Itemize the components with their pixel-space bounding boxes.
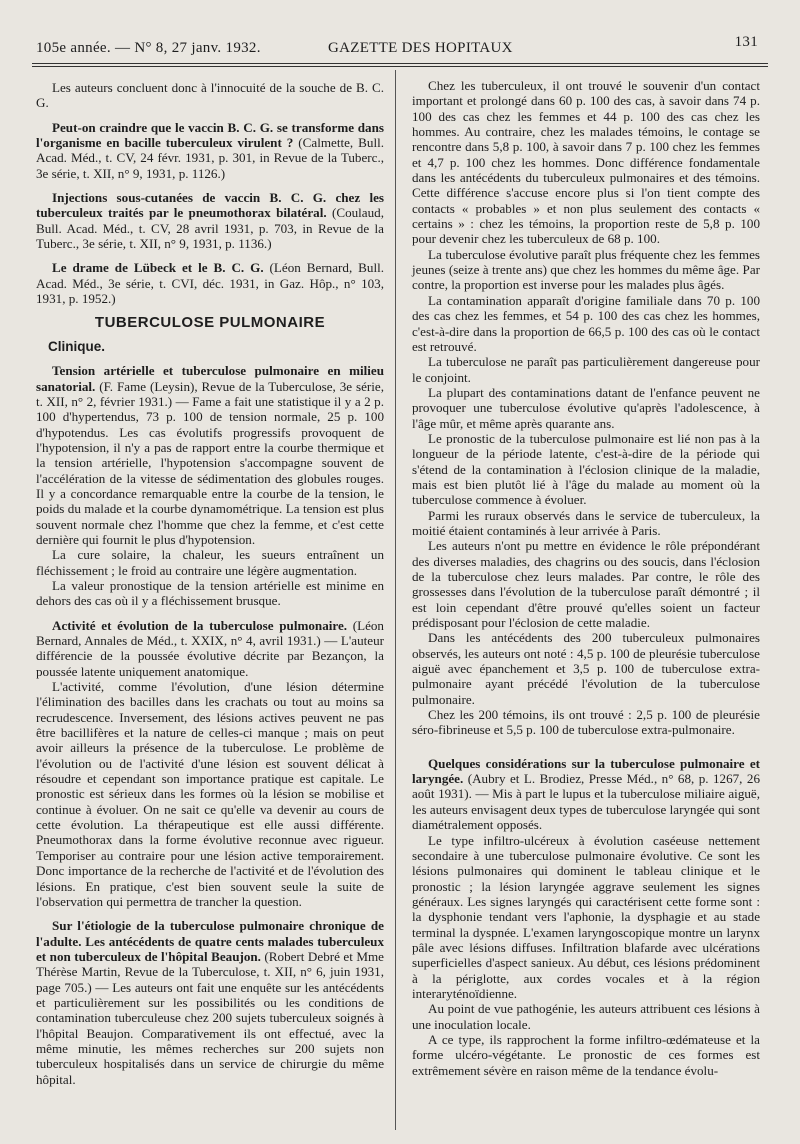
article-paragraph: Dans les antécédents des 200 tuberculeux pulmonaires observés, les auteurs ont noté : 4,5 p. 100 de pleurésie tuberculose aiguë avec épanchement et 3,5 p. 100 de tuberculose extra-pulmonaire ayant précédé l'évolution de la tuberculose pulmonaire. (412, 630, 760, 707)
article-paragraph: Chez les tuberculeux, il ont trouvé le souvenir d'un contact important et prolongé dans 60 p. 100 des cas, à savoir dans 74 p. 100 des cas chez les femmes et 44 p. 100 des cas chez les hommes. Au contraire, chez les malades témoins, le contage se rencontre dans 5,8 p. 100, à savoir dans 7 p. 100 chez les femmes et 4,7 p. 100 chez les hommes. Donc différence fondamentale dans les antécédents du tuberculeux pulmonaires et des témoins. Cette différence s'accuse encore plus si l'on tient compte des contacts « probables » et non plus seulement des contacts « certains » : chez les témoins, la proportion reste de 5,8 p. 100 pour devenir chez les tuberculeux de 68 p. 100. (412, 78, 760, 247)
article-paragraph (412, 756, 760, 833)
header-rule-2 (32, 66, 768, 67)
journal-title: GAZETTE DES HOPITAUX (328, 40, 513, 56)
article-paragraph: La contamination apparaît d'origine familiale dans 70 p. 100 des cas chez les femmes, et 54 p. 100 des cas chez les hommes, c'est-à-dire dans la proportion de 66,5 p. 100 des cas où le contact est retrouvé. (412, 292, 760, 354)
article-paragraph: La tuberculose évolutive paraît plus fréquente chez les femmes jeunes (seize à trente ans) que chez les hommes du même âge. Par contre, la proportion est inverse pour les malades plus âgés. (412, 246, 760, 293)
article-body: Mis à part le lupus et la tuberculose miliaire aiguë, les auteurs envisagent deux types de tuberculose laryngée qui sont diamétralement opposés. (412, 786, 761, 833)
page-number: 131 (734, 34, 758, 50)
article-paragraph: La plupart des contaminations datant de l'enfance peuvent ne provoquer une tuberculose évolutive qu'après l'adolescence, à l'âge mûr, et même après quarante ans. (412, 384, 760, 431)
article-paragraph (36, 618, 384, 679)
article-citation: (Aubry et L. Brodiez, Presse Méd., n° 68, p. 1267, 26 août 1931). — (412, 771, 760, 802)
article-paragraph: La valeur pronostique de la tension artérielle est minime en dehors des cas où il y a fléchissement brusque. (36, 577, 384, 609)
article-paragraph: Le type infiltro-ulcéreux à évolution caséeuse nettement secondaire à une tuberculose pulmonaire évolutive. Ce sont les lésions pulmonaires qui dominent le tableau clinique et le pronostic ; la lésion laryngée aggrave seulement les signes généraux. Les signes laryngés qui caractérisent cette forme sont : la dysphonie tendant vers l'aphonie, la dysphagie et au stade terminal la dyspnée. L'examen laryngoscopique montre un larynx pâle avec lésions diffuses. Infiltration blafarde avec ulcérations superficielles d'aspect sanieux. Au début, ces lésions prédominent à la périglotte, aux cordes vocales et à la région interaryténoïdienne. (412, 832, 760, 1001)
article-paragraph: Les auteurs n'ont pu mettre en évidence le rôle prépondérant des diverses maladies, des chagrins ou des soucis, dans l'éclosion de la tuberculose chez leurs malades. Par contre, le rôle des grossesses dans l'évolution de la tuberculose paraît démontré ; il est loin cependant d'être prouvé qu'elles soient un facteur prédisposant pour l'éclosion de cette maladie. (412, 538, 760, 631)
article-paragraph: La tuberculose ne paraît pas particulièrement dangereuse pour le conjoint. (412, 354, 760, 385)
reference-entry (36, 260, 384, 306)
reference-citation: (Coulaud, Bull. Acad. Méd., t. CV, 28 avril 1931, p. 703, in Revue de la Tuberc., 3e série, t. XII, n° 9, 1931, p. 1136.) (36, 205, 384, 252)
column-divider (395, 70, 396, 1130)
article-paragraph: Parmi les ruraux observés dans le service de tuberculeux, la moitié étaient contaminés à leur arrivée à Paris. (412, 507, 760, 538)
issue-info: 105e année. — N° 8, 27 janv. 1932. (36, 40, 261, 56)
reference-entry (36, 120, 384, 181)
article-paragraph (36, 363, 384, 547)
intro-paragraph: Les auteurs concluent donc à l'innocuité de la souche de B. C. G. (36, 80, 384, 111)
article-citation: (F. Fame (Leysin), Revue de la Tuberculose, 3e série, t. XII, n° 2, février 1931.) — (36, 378, 384, 409)
article-title: Quelques considérations sur la tuberculose pulmonaire et laryngée. (412, 755, 760, 787)
article-body: Les auteurs ont fait une enquête sur les antécédents et particulièrement sur les possibilités ou les conditions de contamination tuberculeuse chez 200 sujets tuberculeux soignés à l'hôpital Beaujon. Comparativement ils ont effectué, avec la même minutie, les mêmes recherches sur 200 sujets non tuberculeux hospitalisés dans un service de chirurgie du même hôpital. (36, 979, 385, 1087)
article-paragraph: Le pronostic de la tuberculose pulmonaire est lié non pas à la longueur de la période latente, c'est-à-dire de la période qui s'étend de la contamination à l'éclosion clinique de la maladie, mais est bien plutôt lié à l'âge du malade au moment où la tuberculose commence à évoluer. (412, 430, 760, 508)
article-paragraph: L'activité, comme l'évolution, d'une lésion détermine l'élimination des bacilles dans les crachats ou tout au moins sa recrudescence. Inversement, des lésions actives peuvent ne pas être bacillifères et la nature de celles-ci manque ; mais on peut avoir ailleurs la présence de la tuberculose. Le problème de l'évolution ou de l'activité d'une lésion est souvent délicat à résoudre et cependant son importance pratique est capitale. Le pronostic est sérieux dans les formes où la lésion se mobilise et continue à évoluer. On ne sait ce qu'elle va devenir au cours de cette évolution. La thérapeutique est elle aussi différente. Pneumothorax dans la forme évolutive reconnue avec rigueur. Temporiser au contraire pour une lésion active temporairement. Donc importance de la recherche de l'activité et de l'évolution des lésions. En pratique, c'est bien souvent seule la suite de l'observation qui permettra de trancher la question. (36, 679, 384, 909)
section-title: TUBERCULOSE PULMONAIRE (94, 314, 326, 332)
article-body: Fame a fait une statistique il y a 2 p. 100 d'hypertendus, 73 p. 100 de tension normale, 25 p. 100 d'hypotendus. Les cas évolutifs progressifs provoquent de l'hypotension, il n'y a pas de rapport entre la courbe thermique et la tension artérielle, l'hypotension s'accompagne souvent de l'accélération de la vitesse de sédimentation des globules rouges. Il y a concordance remarquable entre la courbe de la tension, le poids du malade et la courbe dynamométrique. La tension est plus souvent normale chez l'homme que chez la femme, et c'est cette dernière qui fournit le plus d'hypotension. (36, 393, 384, 547)
header-rule (32, 63, 768, 64)
article-paragraph: La cure solaire, la chaleur, les sueurs entraînent un fléchissement ; le froid au contraire une légère augmentation. (36, 547, 384, 578)
page-header (32, 34, 762, 60)
article-citation: (Robert Debré et Mme Thérèse Martin, Revue de la Tuberculose, t. XII, n° 6, juin 1931, page 705.) — (36, 948, 384, 995)
article-title: Activité et évolution de la tuberculose pulmonaire. (52, 617, 348, 633)
reference-citation: (Calmette, Bull. Acad. Méd., t. CV, 24 févr. 1931, p. 301, in Revue de la Tuberc., 3e série, t. XII, n° 9, 1931, p. 1126.) (36, 135, 384, 181)
article-citation: (Léon Bernard, Annales de Méd., t. XXIX, n° 4, avril 1931.) — (36, 617, 384, 648)
article-paragraph: A ce type, ils rapprochent la forme infiltro-œdémateuse et la forme ulcéro-végétante. Le pronostic de ces formes est extrêmement sévère en raison même de la tendance évolu- (412, 1031, 760, 1078)
right-column (412, 78, 760, 1078)
article-title: Sur l'étiologie de la tuberculose pulmonaire chronique de l'adulte. Les antécédents de quatre cents malades tuberculeux et non tuberculeux de l'hôpital Beaujon. (36, 918, 384, 964)
reference-entry (36, 190, 384, 251)
left-column (36, 80, 384, 1087)
article-paragraph: Chez les 200 témoins, ils ont trouvé : 2,5 p. 100 de pleurésie séro-fibrineuse et 5,5 p. 100 de tuberculose extra-pulmonaire. (412, 707, 760, 738)
reference-title: Peut-on craindre que le vaccin B. C. G. se transforme dans l'organisme en bacille tuberculeux virulent ? (36, 119, 384, 151)
article-title: Tension artérielle et tuberculose pulmonaire en milieu sanatorial. (36, 363, 384, 394)
article-paragraph (36, 918, 384, 1087)
reference-title: Injections sous-cutanées de vaccin B. C. G. chez les tuberculeux traités par le pneumothorax bilatéral. (36, 190, 384, 221)
subsection-title: Clinique. (48, 338, 105, 354)
article-body: L'auteur différencie de la poussée évolutive décrite par Bezançon, la poussée latente uniquement anatomique. (36, 633, 384, 679)
reference-title: Le drame de Lübeck et le B. C. G. (52, 260, 264, 276)
reference-citation: (Léon Bernard, Bull. Acad. Méd., 3e série, t. CVI, déc. 1931, in Gaz. Hôp., n° 103, 1931, p. 1952.) (36, 260, 384, 307)
article-paragraph: Au point de vue pathogénie, les auteurs attribuent ces lésions à une inoculation locale. (412, 1001, 760, 1032)
